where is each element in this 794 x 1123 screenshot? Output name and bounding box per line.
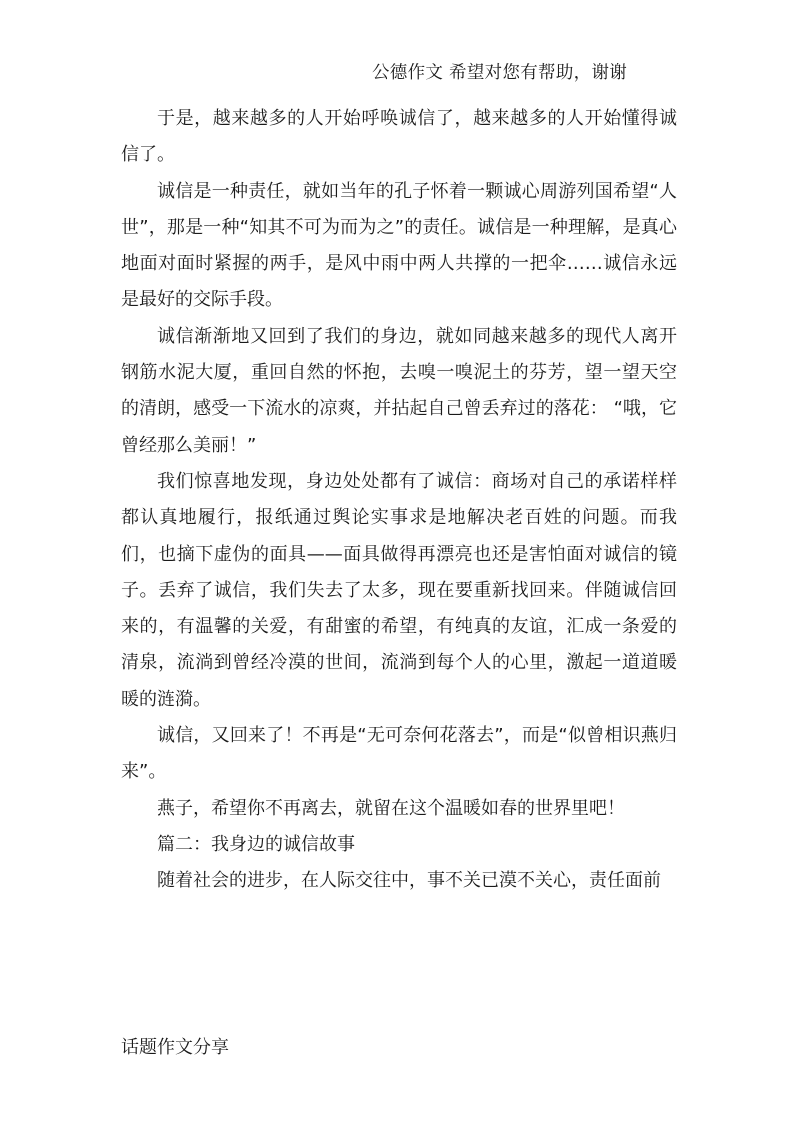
section-heading: 篇二：我身边的诚信故事 (157, 833, 355, 855)
paragraph: 诚信，又回来了！不再是“无可奈何花落去”，而是“似曾相识燕归来”。 (121, 725, 677, 783)
paragraph: 诚信是一种责任，就如当年的孔子怀着一颗诚心周游列国希望“人世”，那是一种“知其不可为而为之”的责任。诚信是一种理解，是真心地面对面时紧握的两手，是风中雨中两人共撑的一把伞……诚信永远是最好的交际手段。 (121, 180, 677, 311)
paragraph: 随着社会的进步，在人际交往中，事不关已漠不关心，责任面前 (157, 870, 661, 892)
paragraph: 燕子，希望你不再离去，就留在这个温暖如春的世界里吧！ (157, 797, 625, 819)
paragraph: 于是，越来越多的人开始呼唤诚信了，越来越多的人开始懂得诚信了。 (121, 108, 677, 166)
paragraph: 诚信渐渐地又回到了我们的身边，就如同越来越多的现代人离开钢筋水泥大厦，重回自然的怀抱，去嗅一嗅泥土的芬芳，望一望天空的清朗，感受一下流水的凉爽，并拈起自己曾丢弃过的落花： “哦，它曾经那么美丽！” (121, 325, 677, 456)
essay-body (121, 101, 677, 900)
paragraph: 我们惊喜地发现，身边处处都有了诚信：商场对自己的承诺样样都认真地履行，报纸通过舆论实事求是地解决老百姓的问题。而我们，也摘下虚伪的面具——面具做得再漂亮也还是害怕面对诚信的镜子。丢弃了诚信，我们失去了太多，现在要重新找回来。伴随诚信回来的，有温馨的关爱，有甜蜜的希望，有纯真的友谊，汇成一条爱的清泉，流淌到曾经冷漠的世间，流淌到每个人的心里，激起一道道暖暖的涟漪。 (121, 470, 677, 710)
page-header: 公德作文 希望对您有帮助，谢谢 (372, 63, 628, 83)
page-footer: 话题作文分享 (121, 1037, 229, 1058)
